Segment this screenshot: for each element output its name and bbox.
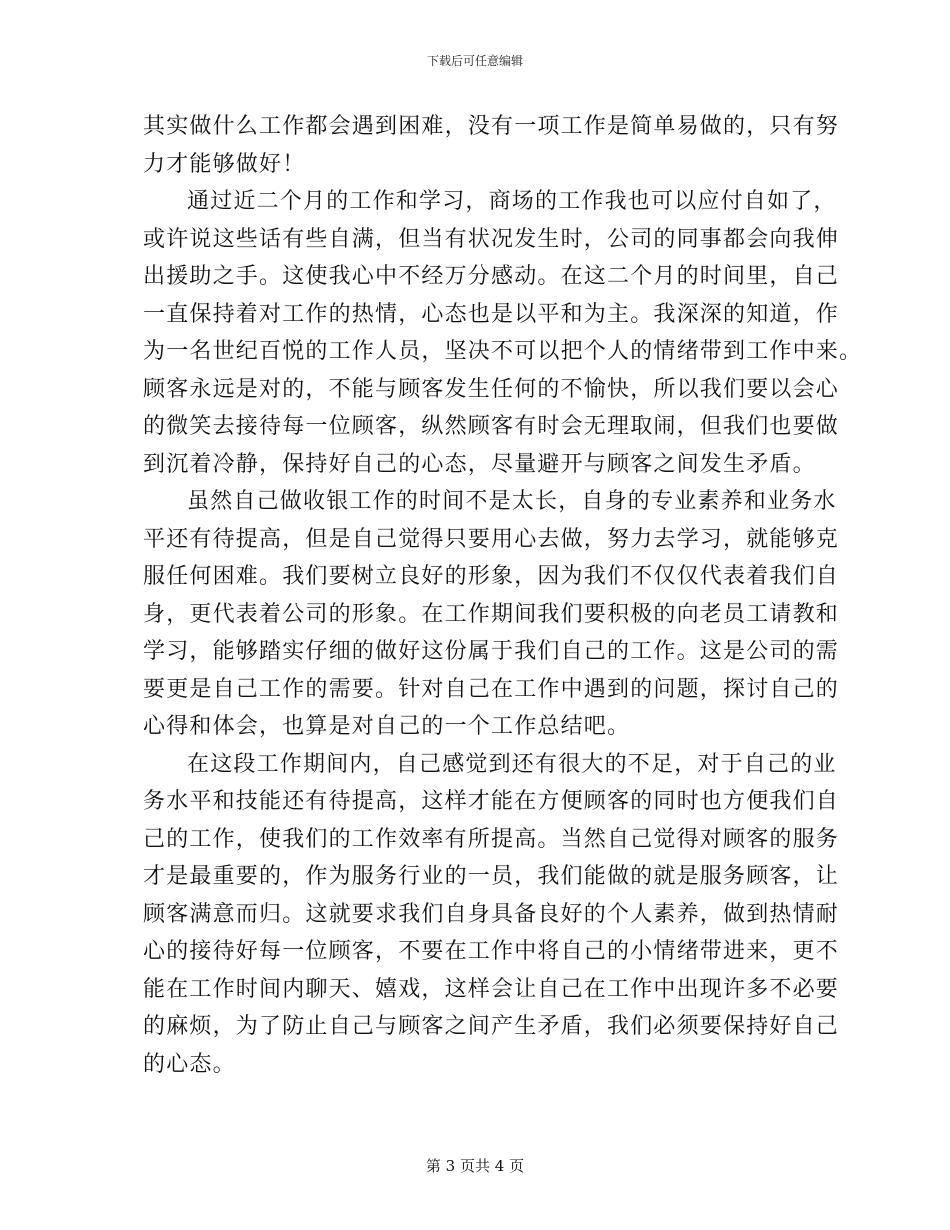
paragraph-4-line-4: 才是最重要的，作为服务行业的一员，我们能做的就是服务顾客，让 xyxy=(143,864,840,889)
paragraph-4-line-3: 己的工作，使我们的工作效率有所提高。当然自己觉得对顾客的服务 xyxy=(143,826,840,852)
paragraph-2-line-3: 出援助之手。这使我心中不经万分感动。在这二个月的时间里，自己 xyxy=(143,264,840,289)
paragraph-3-line-7: 心得和体会，也算是对自己的一个工作总结吧。 xyxy=(143,714,631,739)
paragraph-2-line-6: 顾客永远是对的，不能与顾客发生任何的不愉快，所以我们要以会心 xyxy=(143,376,840,402)
paragraph-4-line-6: 心的接待好每一位顾客，不要在工作中将自己的小情绪带进来，更不 xyxy=(143,939,840,964)
paragraph-2-line-5: 为一名世纪百悦的工作人员，坚决不可以把个人的情绪带到工作中来。 xyxy=(143,339,863,364)
paragraph-1-line-2: 力才能够做好！ xyxy=(143,151,306,177)
paragraph-4-line-1: 在这段工作期间内，自己感觉到还有很大的不足，对于自己的业 xyxy=(187,751,837,777)
paragraph-4-line-9: 的心态。 xyxy=(143,1051,236,1077)
paragraph-3-line-3: 服任何困难。我们要树立良好的形象，因为我们不仅仅代表着我们自 xyxy=(143,564,840,589)
paragraph-3-line-5: 学习，能够踏实仔细的做好这份属于我们自己的工作。这是公司的需 xyxy=(143,639,840,664)
paragraph-3-line-2: 平还有待提高，但是自己觉得只要用心去做，努力去学习，就能够克 xyxy=(143,526,840,552)
paragraph-3-line-1: 虽然自己做收银工作的时间不是太长，自身的专业素养和业务水 xyxy=(187,489,837,514)
paragraph-3-line-6: 要更是自己工作的需要。针对自己在工作中遇到的问题，探讨自己的 xyxy=(143,676,840,702)
paragraph-3-line-4: 身，更代表着公司的形象。在工作期间我们要积极的向老员工请教和 xyxy=(143,601,840,627)
paragraph-4-line-7: 能在工作时间内聊天、嬉戏，这样会让自己在工作中出现许多不必要 xyxy=(143,976,840,1002)
paragraph-2-line-2: 或许说这些话有些自满，但当有状况发生时，公司的同事都会向我伸 xyxy=(143,226,840,252)
paragraph-4-line-8: 的麻烦，为了防止自己与顾客之间产生矛盾，我们必须要保持好自己 xyxy=(143,1014,840,1039)
paragraph-2-line-7: 的微笑去接待每一位顾客，纵然顾客有时会无理取闹，但我们也要做 xyxy=(143,414,840,439)
page-number: 第 3 页共 4 页 xyxy=(425,1157,525,1175)
paragraph-4-line-5: 顾客满意而归。这就要求我们自身具备良好的个人素养，做到热情耐 xyxy=(143,901,840,927)
paragraph-4-line-2: 务水平和技能还有待提高，这样才能在方便顾客的同时也方便我们自 xyxy=(143,789,840,814)
paragraph-2-line-8: 到沉着冷静，保持好自己的心态，尽量避开与顾客之间发生矛盾。 xyxy=(143,451,816,477)
page-header: 下载后可任意编辑 xyxy=(426,54,523,68)
paragraph-2-line-1: 通过近二个月的工作和学习，商场的工作我也可以应付自如了， xyxy=(187,189,837,214)
paragraph-2-line-4: 一直保持着对工作的热情，心态也是以平和为主。我深深的知道，作 xyxy=(143,301,840,327)
paragraph-1-line-1: 其实做什么工作都会遇到困难，没有一项工作是简单易做的，只有努 xyxy=(143,114,840,139)
document-body xyxy=(143,108,863,1083)
